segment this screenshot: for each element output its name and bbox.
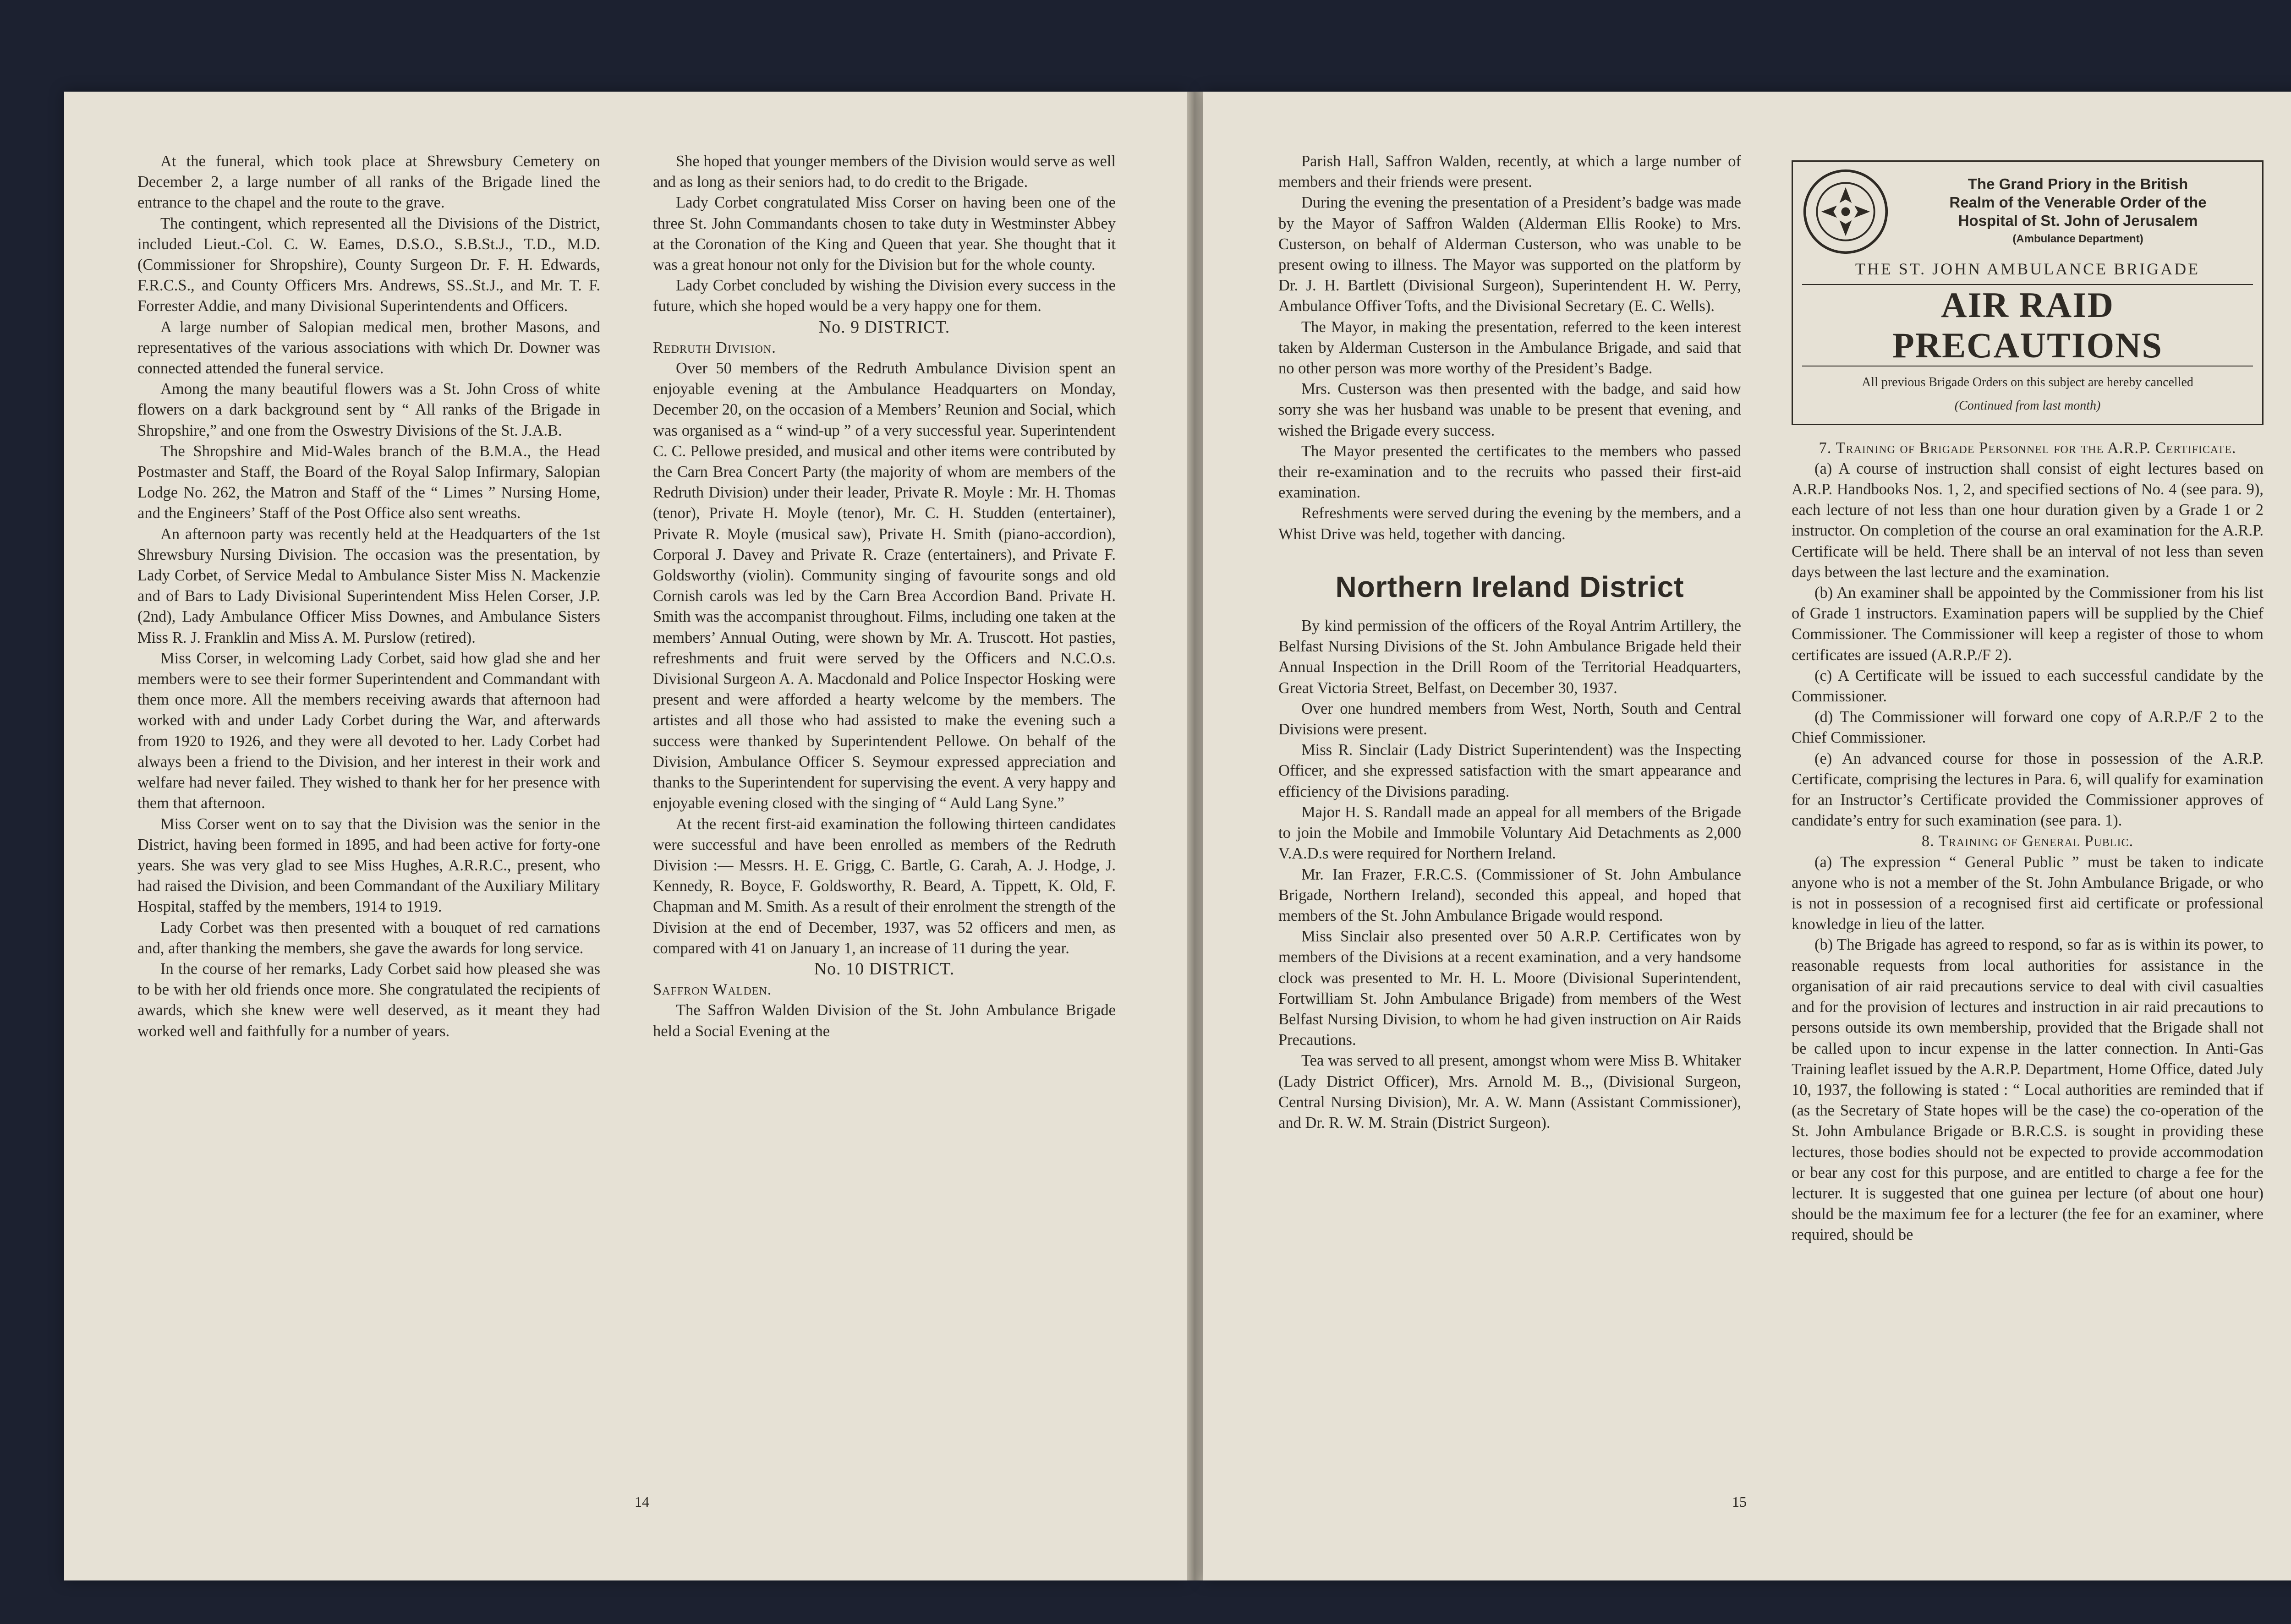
district-9-heading: No. 9 DISTRICT.: [818, 317, 950, 337]
paragraph: Parish Hall, Saffron Walden, recently, at which a large number of members and their friends were present.: [1278, 153, 1741, 191]
district-10-heading: No. 10 DISTRICT.: [814, 959, 955, 979]
paragraph: (a) The expression “ General Public ” must be taken to indicate anyone who is not a member of the St. John Ambulance Brigade, or who is not in possession of a recognised first aid certificate or professional knowledge in lieu of the latter.: [1792, 853, 2264, 933]
paragraph: She hoped that younger members of the Division would serve as well and as long as their seniors had, to do credit to the Brigade.: [653, 153, 1116, 191]
brigade-name: THE ST. JOHN AMBULANCE BRIGADE: [1855, 260, 2200, 278]
paragraph: Miss Corser, in welcoming Lady Corbet, said how glad she and her members were to see their former Superintendent and Commandant with them once more. All the members receiving awards that afternoon had worked with and under Lady Corbet during the War, and afterwards from 1920 to 1926, and they were all devoted to her. Lady Corbet had always been a friend to the Division, and her interest in their work and welfare had never failed. They wished to thank her for her presence with them that afternoon.: [137, 649, 600, 812]
arp-notice-box: [1792, 160, 2264, 425]
notice-line-1: The Grand Priory in the British: [1968, 175, 2188, 192]
paragraph: Miss Corser went on to say that the Division was the senior in the District, having been formed in 1895, and had been active for forty-one years. She was very glad to see Miss Hughes, A.R.R.C., present, who had raised the Division, and been Commandant of the Auxiliary Military Hospital, staffed by the members, 1914 to 1919.: [137, 815, 600, 916]
air-raid-precautions-title: AIR RAID PRECAUTIONS: [1802, 284, 2253, 366]
continued-note: (Continued from last month): [1954, 399, 2101, 413]
left-column-2: [653, 151, 1116, 1042]
cancelled-note: All previous Brigade Orders on this subject are hereby cancelled: [1862, 375, 2193, 390]
left-col2a-text: [653, 151, 1116, 317]
paragraph: In the course of her remarks, Lady Corbet said how pleased she was to be with her old friends once more. She congratulated the recipients of awards, which she knew were well deserved, as it meant they had worked well and faithfully for a number of years.: [137, 960, 600, 1040]
right-col1b-text: [1278, 616, 1741, 1133]
right-col1a-text: [1278, 151, 1741, 545]
paragraph: Mr. Ian Frazer, F.R.C.S. (Commissioner of St. John Ambulance Brigade, Northern Ireland), seconded this appeal, and hoped that members of the St. John Ambulance Brigade would respond.: [1278, 865, 1741, 924]
paragraph: The Shropshire and Mid-Wales branch of the B.M.A., the Head Postmaster and Staff, the Board of the Royal Salop Infirmary, Salopian Lodge No. 262, the Matron and Staff of the “ Limes ” Nursing Home, and the Engineers’ Staff of the Post Office also sent wreaths.: [137, 442, 600, 522]
paragraph: Refreshments were served during the evening by the members, and a Whist Drive was held, together with dancing.: [1278, 504, 1741, 543]
right-column-2: [1792, 160, 2264, 1246]
right-column-1: [1278, 151, 1741, 1133]
notice-line-3: Hospital of St. John of Jerusalem: [1958, 212, 2198, 229]
book-gutter: [1187, 92, 1203, 1580]
paragraph: A large number of Salopian medical men, brother Masons, and representatives of the various associations with which Dr. Downer was connected attended the funeral service.: [137, 318, 600, 377]
paragraph: By kind permission of the officers of the Royal Antrim Artillery, the Belfast Nursing Divisions of the St. John Ambulance Brigade held their Annual Inspection in the Drill Room of the Territorial Headquarters, Great Victoria Street, Belfast, on December 30, 1937.: [1278, 617, 1741, 697]
page-number-right: 15: [1732, 1493, 1747, 1510]
paragraph: At the recent first-aid examination the following thirteen candidates were successful and have been enrolled as members of the Redruth Division :— Messrs. H. E. Grigg, C. Bartle, G. Carah, A. J. Hodge, J. Kennedy, R. Boyce, F. Goldsworthy, R. Beard, A. Tippett, K. Old, F. Chapman and M. Smith. As a result of their enrolment the strength of the Division at the end of December, 1937, was 52 officers and men, as compared with 41 on January 1, an increase of 11 during the year.: [653, 815, 1116, 957]
redruth-subheading: Redruth Division.: [653, 339, 776, 356]
right-col2a-text: [1792, 459, 2264, 831]
left-col1-text: [137, 151, 600, 1042]
paragraph: Major H. S. Randall made an appeal for all members of the Brigade to join the Mobile and Immobile Voluntary Aid Detachments as 2,000 V.A.D.s were required for Northern Ireland.: [1278, 803, 1741, 863]
paragraph: The Mayor presented the certificates to the members who passed their re-examination and to the recruits who passed their first-aid examination.: [1278, 442, 1741, 502]
paragraph: (a) A course of instruction shall consist of eight lectures based on A.R.P. Handbooks Nos. 1, 2, and specified sections of No. 4 (see para. 9), each lecture of not less than one hour duration given by a Grade 1 or 2 instructor. On completion of the course an oral examination for the A.R.P. Certificate will be held. There shall be an interval of not less than seven days between the last lecture and the examination.: [1792, 459, 2264, 581]
saffron-walden-subheading: Saffron Walden.: [653, 981, 772, 999]
paragraph: (d) The Commissioner will forward one copy of A.R.P./F 2 to the Chief Commissioner.: [1792, 708, 2264, 747]
right-col2b-text: [1792, 852, 2264, 1246]
paragraph: Mrs. Custerson was then presented with the badge, and said how sorry she was her husband was unable to be present that evening, and wished the Brigade every success.: [1278, 380, 1741, 439]
paragraph: (c) A Certificate will be issued to each successful candidate by the Commissioner.: [1792, 667, 2264, 705]
left-col2c-text: [653, 1000, 1116, 1041]
paragraph: (b) The Brigade has agreed to respond, so far as is within its power, to reasonable requests from local authorities for assistance in the organisation of air raid precautions service to deal with civil casualties and for the provision of lectures and instruction in air raid precautions to persons outside its own membership, provided that the Brigade shall not be called upon to incur expense in the latter connection. In Anti-Gas Training leaflet issued by the A.R.P. Department, Home Office, dated July 10, 1937, the following is stated : “ Local authorities are reminded that if (as the Secretary of State hopes will be the case) the co-operation of the St. John Ambulance Brigade or B.R.C.S. is sought in providing these lectures, those bodies should not be expected to provide accommodation or bear any cost for this purpose, and are entitled to charge a fee for the lecturer. It is suggested that one guinea per lecture (of about one hour) should be the maximum fee for a lecturer (the fee for an examiner, where required, should be: [1792, 936, 2264, 1244]
paragraph: Lady Corbet concluded by wishing the Division every success in the future, which she hoped would be a very happy one for them.: [653, 277, 1116, 315]
paragraph: The contingent, which represented all the Divisions of the District, included Lieut.-Col. C. W. Eames, D.S.O., S.B.St.J., T.D., M.D. (Commissioner for Shropshire), County Surgeon Dr. F. H. Edwards, F.R.C.S., and County Officers Mrs. Andrews, SS..St.J., and Mr. T. F. Forrester Addie, and many Divisional Superintendents and Officers.: [137, 214, 600, 315]
page-number-left: 14: [635, 1493, 649, 1510]
left-page: [64, 92, 1187, 1580]
left-column-1: [137, 151, 600, 1042]
paragraph: (e) An advanced course for those in possession of the A.R.P. Certificate, comprising the lectures in Para. 6, will qualify for examination for an Instructor’s Certificate provided the Commissioner approves of candidate’s entry for such examination (see para. 1).: [1792, 749, 2264, 830]
paragraph: Miss Sinclair also presented over 50 A.R.P. Certificates won by members of the Divisions at a recent examination, and a very handsome clock was presented to Mr. H. L. Moore (Divisional Superintendent, Fortwilliam St. John Ambulance Brigade) from members of the West Belfast Nursing Division, to whom he had given instruction on Air Raids Precautions.: [1278, 928, 1741, 1049]
paragraph: Among the many beautiful flowers was a St. John Cross of white flowers on a dark background sent by “ All ranks of the Brigade in Shropshire,” and one from the Oswestry Divisions of the St. J.A.B.: [137, 380, 600, 439]
st-john-seal-icon: [1802, 168, 1889, 255]
paragraph: Tea was served to all present, amongst whom were Miss B. Whitaker (Lady District Officer), Mrs. Arnold M. B.,, (Divisional Surgeon, Central Nursing Division), Mr. A. W. Mann (Assistant Commissioner), and Dr. R. W. M. Strain (District Surgeon).: [1278, 1052, 1741, 1132]
notice-line-2: Realm of the Venerable Order of the: [1949, 194, 2207, 211]
paragraph: Miss R. Sinclair (Lady District Superintendent) was the Inspecting Officer, and she expressed satisfaction with the smart appearance and efficiency of the Divisions parading.: [1278, 741, 1741, 800]
paragraph: At the funeral, which took place at Shrewsbury Cemetery on December 2, a large number of all ranks of the Brigade lined the entrance to the chapel and the route to the grave.: [137, 153, 600, 212]
northern-ireland-heading: Northern Ireland District: [1335, 570, 1684, 603]
paragraph: Lady Corbet was then presented with a bouquet of red carnations and, after thanking the members, she gave the awards for long service.: [137, 919, 600, 957]
paragraph: An afternoon party was recently held at the Headquarters of the 1st Shrewsbury Nursing Division. The occasion was the presentation, by Lady Corbet, of Service Medal to Ambulance Sister Miss N. Mackenzie and of Bars to Lady Divisional Superintendent Miss Helen Corser, J.P. (2nd), Lady Ambulance Officer Miss Downes, and Ambulance Sisters Miss R. J. Franklin and Miss A. M. Purslow (retired).: [137, 525, 600, 646]
paragraph: (b) An examiner shall be appointed by the Commissioner from his list of Grade 1 instructors. Examination papers will be supplied by the Chief Commissioner. The Commissioner will keep a register of those to whom certificates are issued (A.R.P./F 2).: [1792, 584, 2264, 664]
paragraph: Lady Corbet congratulated Miss Corser on having been one of the three St. John Commandants chosen to take duty in Westminster Abbey at the Coronation of the King and Queen that year. She thought that it was a great honour not only for the Division but for the whole county.: [653, 194, 1116, 274]
paragraph: During the evening the presentation of a President’s badge was made by the Mayor of Saffron Walden (Alderman Ellis Rooke) to Mrs. Custerson, on behalf of Alderman Custerson, who was unable to be present owing to illness. The Mayor was supported on the platform by Dr. J. H. Bartlett (Divisional Surgeon), Superintendent H. W. Perry, Ambulance Offiver Tofts, and the Divisional Secretary (E. C. Wells).: [1278, 194, 1741, 315]
paragraph: Over one hundred members from West, North, South and Central Divisions were present.: [1278, 700, 1741, 738]
right-page: [1203, 92, 2291, 1580]
paragraph: Over 50 members of the Redruth Ambulance Division spent an enjoyable evening at the Ambulance Headquarters on Monday, December 20, on the occasion of a Members’ Reunion and Social, which was organised as a “ wind-up ” of a very successful year. Superintendent C. C. Pellowe presided, and musical and other items were contributed by the Carn Brea Concert Party (the majority of whom are members of the Redruth Division) under their leader, Private R. Moyle : Mr. H. Thomas (tenor), Private H. Moyle (tenor), Mr. C. H. Studden (entertainer), Private R. Moyle (musical saw), Private H. Smith (piano-accordion), Corporal J. Davey and Private R. Craze (entertainers), and Private F. Goldsworthy (violin). Community singing of favourite songs and old Cornish carols was led by the Carn Brea Accordion Band. Private H. Smith was the accompanist throughout. Films, including one taken at the members’ Annual Outing, were shown by Mr. A. Truscott. Hot pasties, refreshments and fruit were served by the Officers and N.C.O.s. Divisional Surgeon A. A. Macdonald and Police Inspector Hosking were present and were afforded a hearty welcome by the members. The artistes and all those who had assisted to make the evening such a success were thanked by Superintendent Pellowe. On behalf of the Division, Ambulance Officer S. Seymour expressed appreciation and thanks to the Superintendent for supervising the event. A very happy and enjoyable evening closed with the singing of “ Auld Lang Syne.”: [653, 360, 1116, 812]
notice-line-4: (Ambulance Department): [2012, 233, 2143, 245]
paragraph: The Saffron Walden Division of the St. John Ambulance Brigade held a Social Evening at the: [653, 1001, 1116, 1040]
paragraph: The Mayor, in making the presentation, referred to the keen interest taken by Alderman Custerson in the Ambulance Brigade, and said that no other person was more worthy of the President’s Badge.: [1278, 318, 1741, 377]
left-col2b-text: [653, 358, 1116, 959]
section-8-heading: 8. Training of General Public.: [1921, 832, 2134, 850]
section-7-heading: 7. Training of Brigade Personnel for the A.R.P. Certificate.: [1819, 439, 2236, 457]
